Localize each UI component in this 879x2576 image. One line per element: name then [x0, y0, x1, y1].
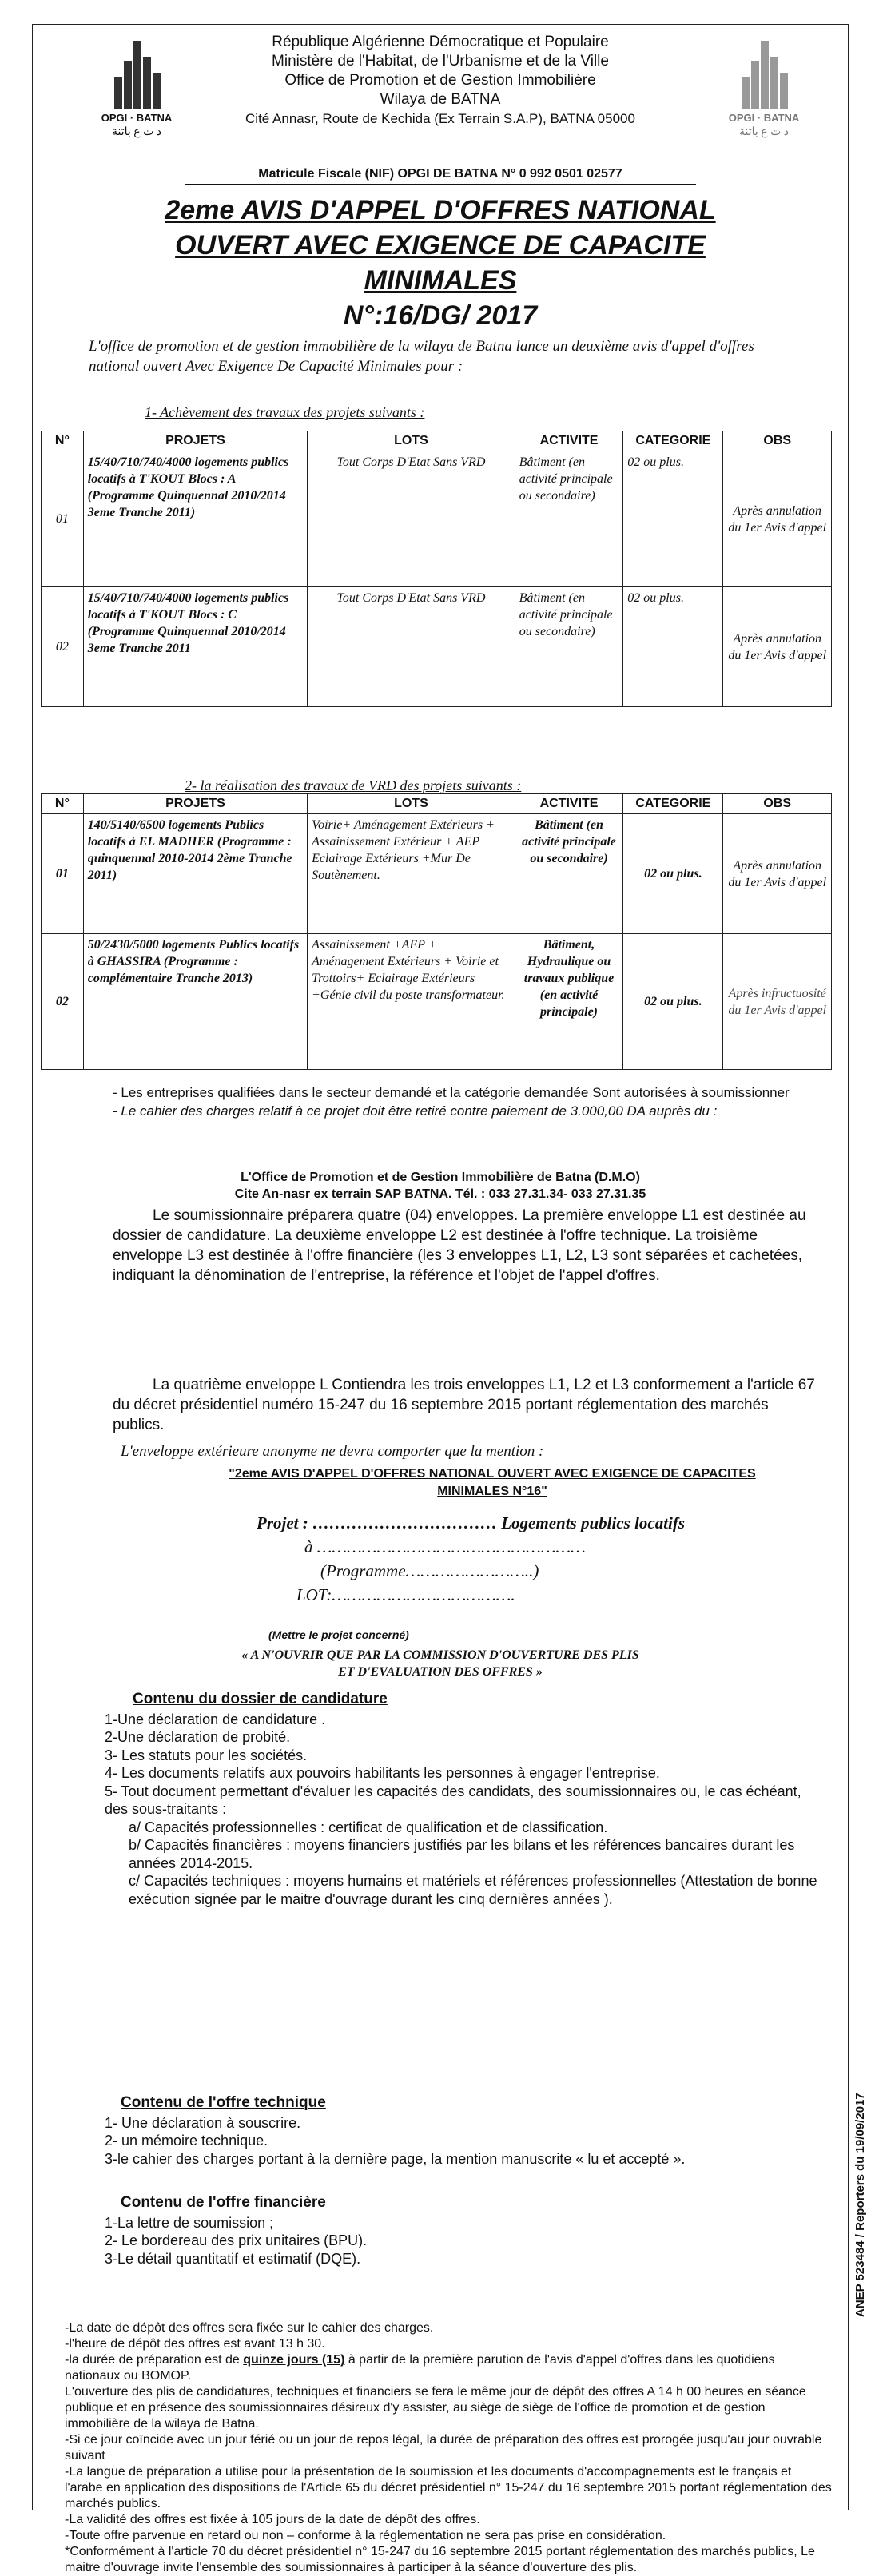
footer-item: -La validité des offres est fixée à 105 jours de la date de dépôt des offres. [65, 2513, 480, 2526]
document-page [32, 24, 849, 2574]
col-header: OBS [723, 794, 832, 814]
cell-categorie: 02 ou plus. [623, 814, 723, 934]
table-row [42, 451, 832, 587]
envelopes-paragraph: Le soumissionnaire préparera quatre (04) enveloppes. La première enveloppe L1 est destinée au dossier de candidature. La deuxième enveloppe L2 est destinée à l'offre technique. La troisième enveloppe L3 est destinée à l'offre financière (les 3 enveloppes L1, L2, L3 sont séparées et cachetées, indiquant la dénomination de l'entreprise, la référence et l'objet de l'appel d'offres. [113, 1207, 806, 1284]
financiere-section [105, 2194, 824, 2268]
col-header: N° [42, 794, 84, 814]
header-address: Cité Annasr, Route de Kechida (Ex Terrain S.A.P), BATNA 05000 [245, 111, 635, 126]
header-line: Office de Promotion et de Gestion Immobilière [284, 72, 596, 89]
footer-item: -La langue de préparation a utilise pour la présentation de la soumission et les documents d'accompagnements est le français et l'arabe en application des dispositions de l'Article 65 du décret présidentiel n° 15-247 du 16 septembre 2015 portant réglementation des marchés publics. [65, 2465, 832, 2510]
col-header: ACTIVITE [515, 794, 623, 814]
cell-projet: 50/2430/5000 logements Publics locatifs à GHASSIRA (Programme : complémentaire Tranche 2013) [83, 934, 307, 1070]
cell-projet: 140/5140/6500 logements Publics locatifs à EL MADHER (Programme : quinquennal 2010-2014 2ème Tranche 2011) [83, 814, 307, 934]
cell-activite: Bâtiment (en activité principale ou secondaire) [515, 587, 623, 707]
dmo-line: Cite An-nasr ex terrain SAP BATNA. Tél. : 033 27.31.34- 033 27.31.35 [234, 1187, 646, 1201]
cell-lots: Voirie+ Aménagement Extérieurs + Assainissement Extérieur + AEP + Eclairage Extérieurs +Mur De Soutènement. [308, 814, 515, 934]
footer-notes [65, 2320, 832, 2576]
section-title: Contenu de l'offre financière [121, 2194, 326, 2211]
title-line: OUVERT AVEC EXIGENCE DE CAPACITE [175, 230, 706, 260]
cell-categorie: 02 ou plus. [623, 587, 723, 707]
col-header: CATEGORIE [623, 794, 723, 814]
table-row [42, 814, 832, 934]
cell-lots: Tout Corps D'Etat Sans VRD [308, 587, 515, 707]
envelope-mention [181, 1465, 804, 1501]
cell-n: 01 [42, 451, 84, 587]
logo-caption: OPGI · BATNA [728, 112, 800, 124]
cell-lots: Assainissement +AEP + Aménagement Extérieurs + Voirie et Trottoirs+ Eclairage Extérieurs +Génie civil du poste transformateur. [308, 934, 515, 1070]
opening-line: « A N'OUVRIR QUE PAR LA COMMISSION D'OUVERTURE DES PLIS [241, 1648, 639, 1662]
cell-activite: Bâtiment, Hydraulique ou travaux publique (en activité principale) [515, 934, 623, 1070]
technique-section [105, 2094, 824, 2168]
list-item: 1-Une déclaration de candidature . [105, 1711, 326, 1727]
footer-item: *Conformément à l'article 70 du décret présidentiel n° 15-247 du 16 septembre 2015 portant réglementation des marchés publics, Le maitre d'ouvrage invite l'ensemble des soumissionnaires à participer à la séance d'ouverture des plis. [65, 2545, 815, 2574]
cell-obs: Après annulation du 1er Avis d'appel [723, 587, 832, 707]
publication-reference: ANEP 523484 / Reporters du 19/09/2017 [853, 2093, 867, 2317]
opening-line: ET D'EVALUATION DES OFFRES » [338, 1665, 543, 1679]
list-item: c/ Capacités techniques : moyens humains et matériels et références professionnelles (Attestation de bonne exécution signée par le maitre d'ouvrage durant les cinq dernières années ). [129, 1873, 817, 1907]
cell-obs: Après annulation du 1er Avis d'appel [723, 451, 832, 587]
mention-line: "2eme AVIS D'APPEL D'OFFRES NATIONAL OUVERT AVEC EXIGENCE DE CAPACITES [229, 1467, 756, 1481]
projects-table-2 [41, 793, 832, 1070]
footer-highlight: quinze jours (15) [243, 2353, 345, 2367]
section-heading: 2- la réalisation des travaux de VRD des projets suivants : [185, 777, 522, 793]
dossier-section [105, 1691, 824, 1908]
footer-item: L'ouverture des plis de candidatures, techniques et financiers se fera le même jour de dépôt des offres A 14 h 00 heures en séance publique et en présence des soumissionnaires désireux d'y assister, au siège de siège de l'office de promotion et de gestion immobilière de la wilaya de Batna. [65, 2385, 806, 2431]
condition-item: - Les entreprises qualifiées dans le secteur demandé et la catégorie demandée Sont autorisées à soumissionner [113, 1085, 790, 1100]
projet-line: (Programme……………………..) [320, 1561, 539, 1580]
list-item: 3-Le détail quantitatif et estimatif (DQE). [105, 2250, 361, 2267]
projet-note: (Mettre le projet concerné) [268, 1628, 409, 1641]
header-line: République Algérienne Démocratique et Populaire [272, 34, 609, 50]
list-item: 2-Une déclaration de probité. [105, 1729, 291, 1745]
footer-item [65, 2352, 832, 2384]
list-item: 4- Les documents relatifs aux pouvoirs habilitants les personnes à engager l'entreprise. [105, 1765, 660, 1781]
list-item: 5- Tout document permettant d'évaluer les capacités des candidats, des soumissionnaires ou, le cas échéant, des sous-traitants : [105, 1783, 801, 1817]
dmo-line: L'Office de Promotion et de Gestion Immobilière de Batna (D.M.O) [241, 1171, 640, 1184]
list-item: a/ Capacités professionnelles : certificat de qualification et de classification. [129, 1819, 608, 1835]
col-header: PROJETS [83, 794, 307, 814]
cell-projet: 15/40/710/740/4000 logements publics locatifs à T'KOUT Blocs : C (Programme Quinquennal 2010/2014 3eme Tranche 2011 [83, 587, 307, 707]
intro-text: L'office de promotion et de gestion immobilière de la wilaya de Batna lance un deuxième avis d'appel d'offres national ouvert Avec Exigence De Capacité Minimales pour : [89, 338, 754, 375]
list-item: 3- Les statuts pour les sociétés. [105, 1747, 308, 1763]
cell-activite: Bâtiment (en activité principale ou secondaire) [515, 451, 623, 587]
fiscal-number: Matricule Fiscale (NIF) OPGI DE BATNA N° 0 992 0501 02577 [185, 167, 696, 185]
condition-item: - Le cahier des charges relatif à ce projet doit être retiré contre paiement de 3.000,00 DA auprès du : [113, 1103, 718, 1119]
table-row [42, 934, 832, 1070]
list-item: 2- un mémoire technique. [105, 2133, 268, 2149]
projet-block [257, 1511, 685, 1607]
cell-n: 01 [42, 814, 84, 934]
fourth-envelope-paragraph: La quatrième enveloppe L Contiendra les trois enveloppes L1, L2 et L3 conformement a l'article 67 du décret présidentiel numéro 15-247 du 16 septembre 2015 portant réglementation des marchés publics. [113, 1377, 815, 1433]
footer-text: à partir de la première parution de l'avis d'appel d'offres dans les quotidiens nationaux ou BOMOP. [65, 2353, 775, 2383]
list-item: b/ Capacités financières : moyens financiers justifiés par les bilans et les références bancaires durant les années 2014-2015. [129, 1837, 795, 1871]
projet-line: à ……………………………………………… [304, 1537, 586, 1556]
footer-item: -l'heure de dépôt des offres est avant 13 h 30. [65, 2337, 325, 2351]
col-header: CATEGORIE [623, 431, 723, 451]
cell-obs: Après annulation du 1er Avis d'appel [723, 814, 832, 934]
footer-item: -Toute offre parvenue en retard ou non – conforme à la réglementation ne sera pas prise en considération. [65, 2529, 666, 2542]
cell-categorie: 02 ou plus. [623, 934, 723, 1070]
list-item: 1- Une déclaration à souscrire. [105, 2114, 301, 2131]
cell-categorie: 02 ou plus. [623, 451, 723, 587]
col-header: PROJETS [83, 431, 307, 451]
mention-label: L'enveloppe extérieure anonyme ne devra comporter que la mention : [121, 1443, 544, 1460]
logo-arabic: د ت ع باتنة [111, 126, 162, 138]
col-header: N° [42, 431, 84, 451]
list-item: 3-le cahier des charges portant à la dernière page, la mention manuscrite « lu et accepté ». [105, 2150, 686, 2167]
cell-n: 02 [42, 587, 84, 707]
logo-arabic: د ت ع باتنة [738, 126, 790, 138]
table-row [42, 587, 832, 707]
col-header: LOTS [308, 794, 515, 814]
footer-item: -La date de dépôt des offres sera fixée sur le cahier des charges. [65, 2321, 434, 2335]
col-header: LOTS [308, 431, 515, 451]
title-line: MINIMALES [364, 265, 517, 296]
section-title: Contenu de l'offre technique [121, 2094, 326, 2111]
header-line: Ministère de l'Habitat, de l'Urbanisme et de la Ville [272, 53, 609, 70]
section-heading: 1- Achèvement des travaux des projets suivants : [145, 404, 425, 420]
header-line: Wilaya de BATNA [380, 91, 501, 108]
footer-text: -la durée de préparation est de [65, 2353, 244, 2367]
col-header: ACTIVITE [515, 431, 623, 451]
cell-projet: 15/40/710/740/4000 logements publics locatifs à T'KOUT Blocs : A (Programme Quinquennal 2010/2014 3eme Tranche 2011) [83, 451, 307, 587]
notice-title [33, 193, 848, 298]
list-item: 2- Le bordereau des prix unitaires (BPU). [105, 2232, 368, 2248]
cell-n: 02 [42, 934, 84, 1070]
conditions [113, 1083, 808, 1120]
mention-line: MINIMALES N°16" [437, 1485, 547, 1498]
cell-obs: Après infructuosité du 1er Avis d'appel [723, 934, 832, 1070]
projet-line: LOT:………………………………. [296, 1585, 515, 1604]
section-title: Contenu du dossier de candidature [133, 1691, 388, 1707]
col-header: OBS [723, 431, 832, 451]
letterhead [33, 33, 848, 129]
opening-notice [33, 1647, 848, 1680]
dmo-address [33, 1169, 848, 1203]
cell-activite: Bâtiment (en activité principale ou secondaire) [515, 814, 623, 934]
logo-caption: OPGI · BATNA [101, 112, 173, 124]
projects-table-1 [41, 431, 832, 707]
title-line: 2eme AVIS D'APPEL D'OFFRES NATIONAL [165, 195, 716, 225]
list-item: 1-La lettre de soumission ; [105, 2214, 274, 2231]
cell-lots: Tout Corps D'Etat Sans VRD [308, 451, 515, 587]
footer-item: -Si ce jour coïncide avec un jour férié ou un jour de repos légal, la durée de préparation des offres est prorogée jusqu'au jour ouvrable suivant [65, 2433, 822, 2463]
notice-number: N°:16/DG/ 2017 [343, 300, 538, 331]
projet-line: Projet : …………………………… Logements publics locatifs [257, 1513, 686, 1532]
